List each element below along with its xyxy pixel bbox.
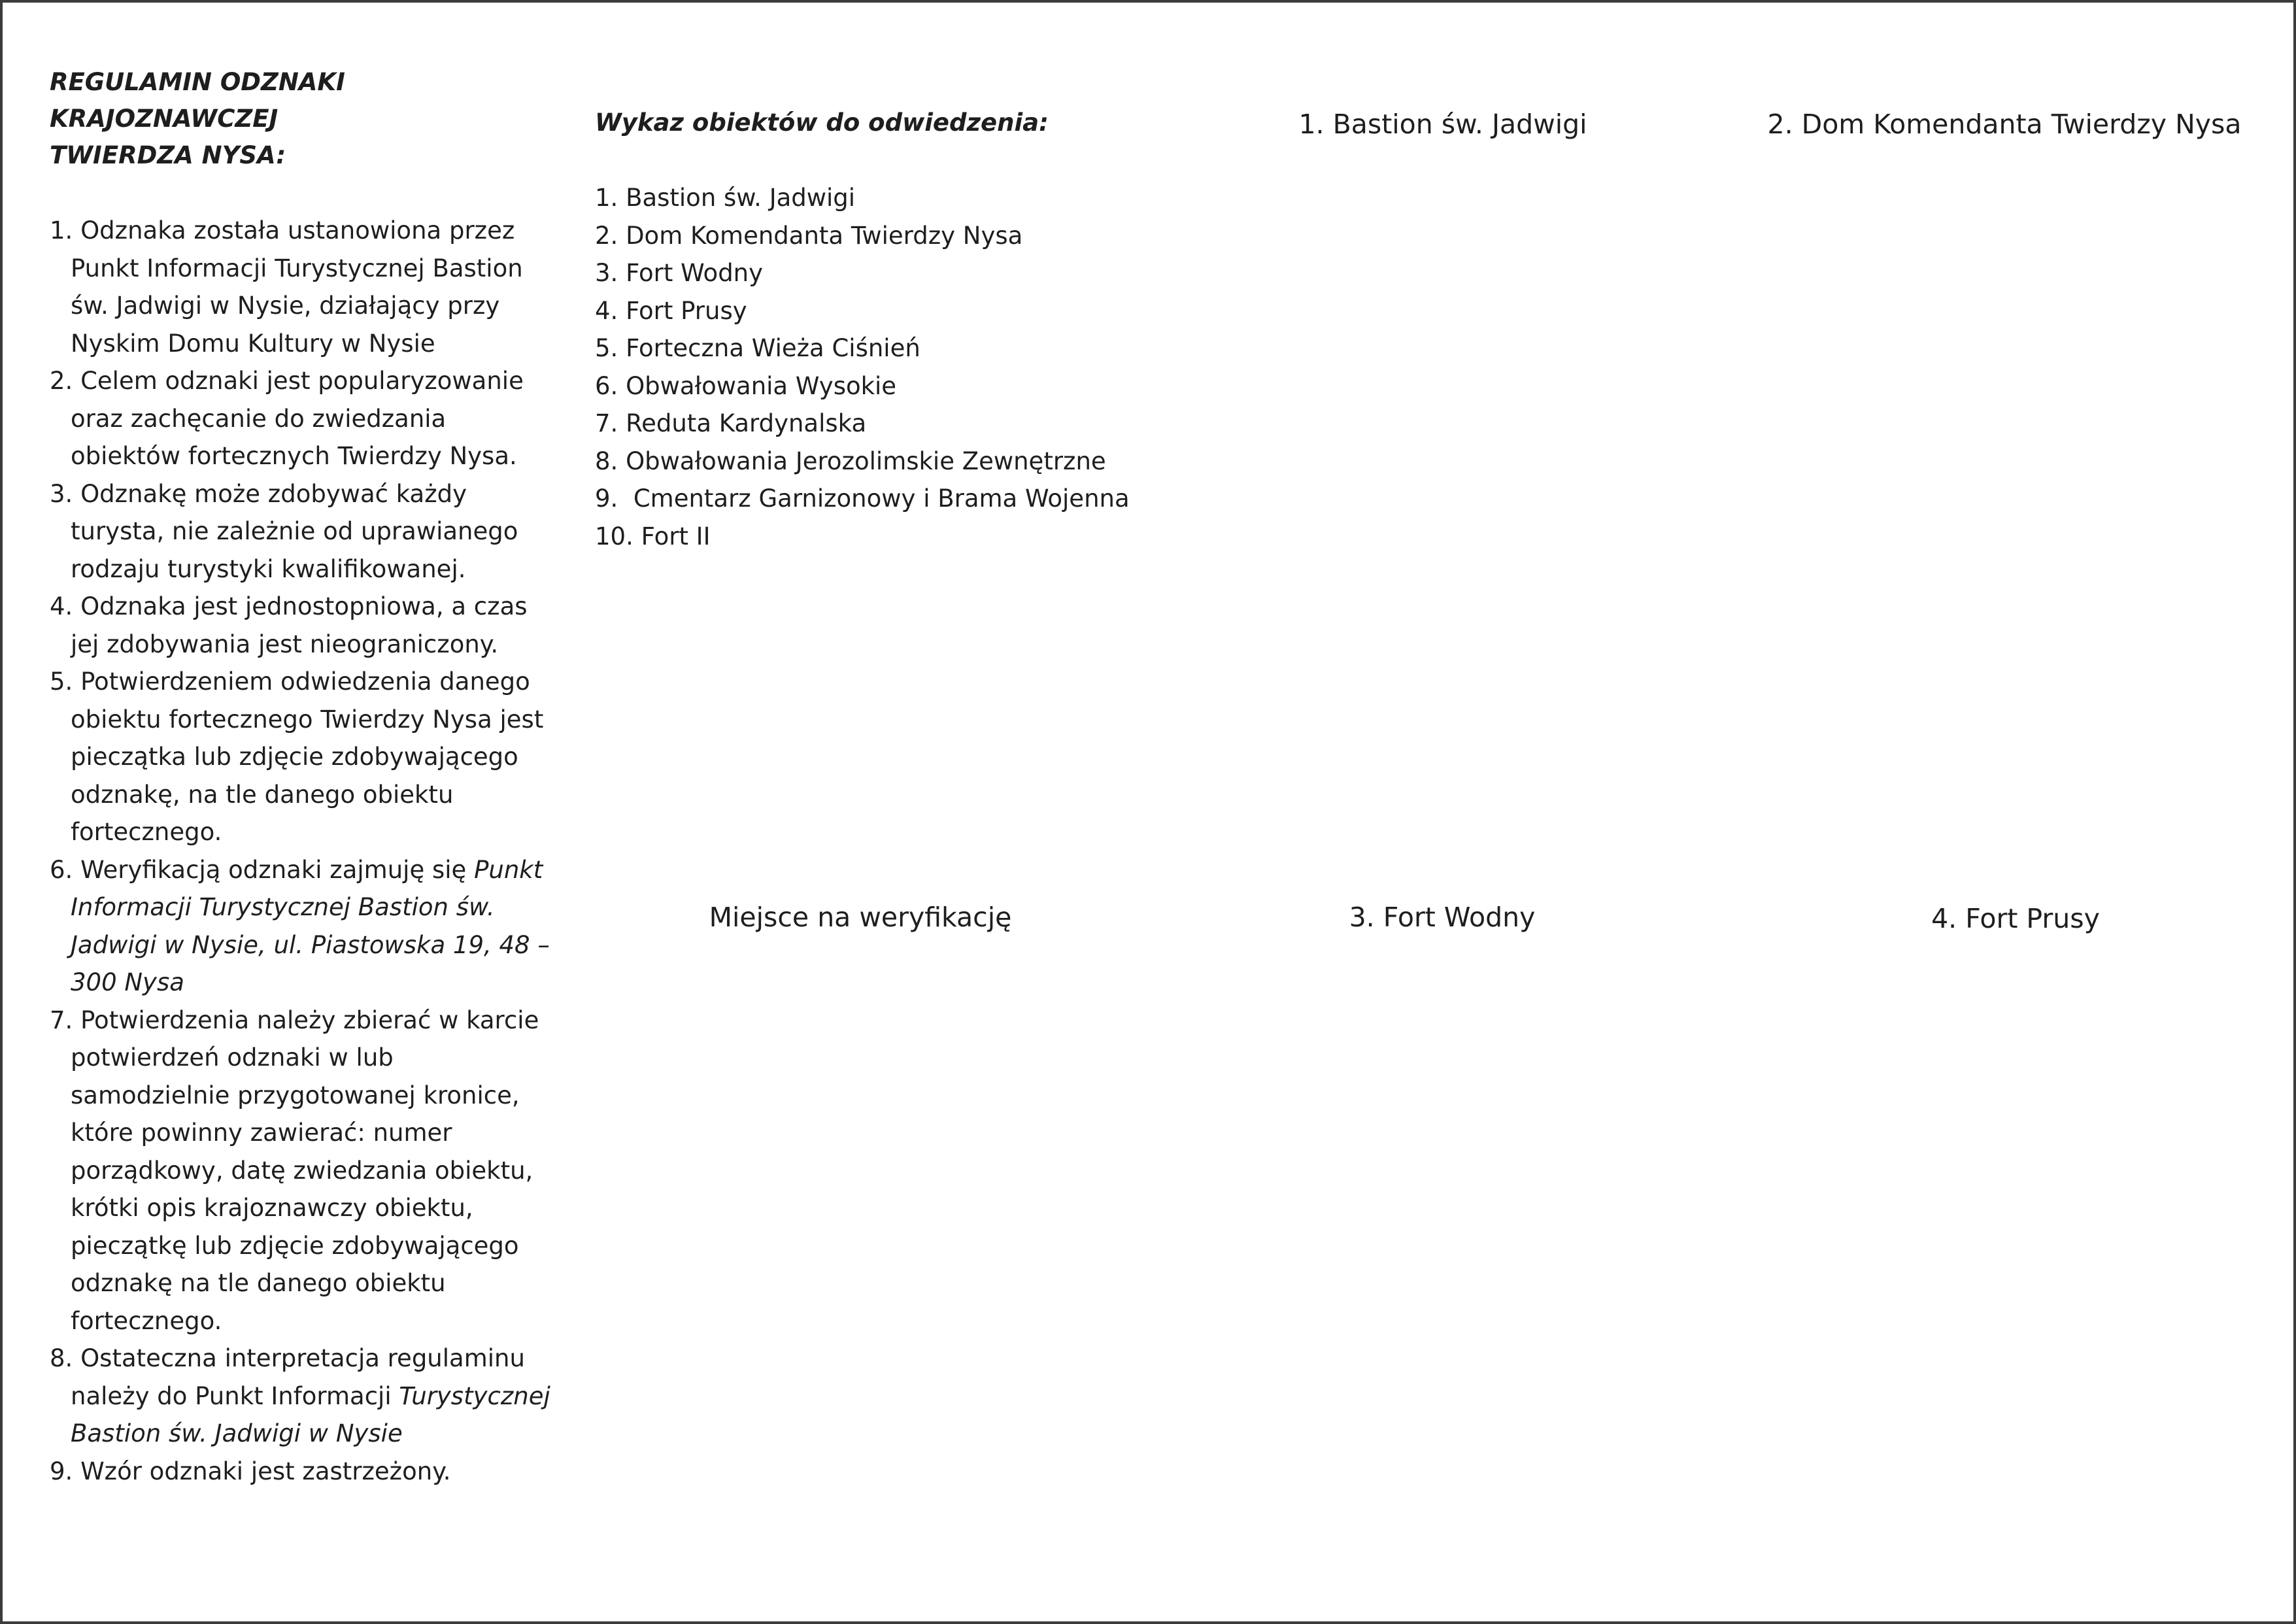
rule-text: 7. Potwierdzenia należy zbierać w karcie potwierdzeń odznaki w lub samodzielnie przygotowanej kronice, które powinny zawierać: numer porządkowy, datę zwiedzania obiektu, krótki opis krajoznawczy obiektu, pieczątkę lub zdjęcie zdobywającego odznakę na tle danego obiektu fortecznego. <box>50 1006 539 1335</box>
object-list-item: 5. Forteczna Wieża Ciśnień <box>595 334 920 362</box>
rules-list <box>50 212 560 1490</box>
rule-text: 4. Odznaka jest jednostopniowa, a czas jej zdobywania jest nieograniczony. <box>50 592 528 658</box>
objects-column <box>595 105 1183 555</box>
rules-title: REGULAMIN ODZNAKI KRAJOZNAWCZEJ TWIERDZA NYSA: <box>50 68 345 169</box>
rule-text: 5. Potwierdzeniem odwiedzenia danego obiektu fortecznego Twierdzy Nysa jest pieczątka lub zdjęcie zdobywającego odznakę, na tle danego obiektu fortecznego. <box>50 668 544 846</box>
rule-text: 8. Ostateczna interpretacja regulaminu należy do Punkt Informacji <box>50 1344 525 1410</box>
object-list-item: 10. Fort II <box>595 522 711 550</box>
stamp-cell-label-4: 4. Fort Prusy <box>1931 903 2100 934</box>
rule-item <box>50 851 560 1002</box>
rule-item <box>50 588 560 663</box>
object-list-item: 9. Cmentarz Garnizonowy i Brama Wojenna <box>595 484 1130 513</box>
object-list-item: 1. Bastion św. Jadwigi <box>595 184 856 212</box>
verification-cell-label: Miejsce na weryfikację <box>709 902 1012 933</box>
rule-text: 9. Wzór odznaki jest zastrzeżony. <box>50 1457 451 1485</box>
object-list-item: 7. Reduta Kardynalska <box>595 409 867 437</box>
object-list-item: 2. Dom Komendanta Twierdzy Nysa <box>595 221 1023 250</box>
object-list-item: 3. Fort Wodny <box>595 259 764 287</box>
objects-list <box>595 179 1183 555</box>
rule-italic-text: Turystycznej Bastion św. Jadwigi w Nysie <box>71 1381 550 1447</box>
rule-text: 3. Odznakę może zdobywać każdy turysta, nie zależnie od uprawianego rodzaju turystyki kwalifikowanej. <box>50 479 518 583</box>
stamp-cell-label-2: 2. Dom Komendanta Twierdzy Nysa <box>1767 109 2242 140</box>
rule-item <box>50 663 560 851</box>
rule-item <box>50 1002 560 1340</box>
rule-italic-text: Punkt Informacji Turystycznej Bastion św. Jadwigi w Nysie, ul. Piastowska 19, 48 – 300 Nysa <box>71 855 550 996</box>
rule-item <box>50 212 560 362</box>
rule-item <box>50 475 560 588</box>
rule-item <box>50 1340 560 1453</box>
objects-list-title: Wykaz obiektów do odwiedzenia: <box>595 109 1049 137</box>
rule-item <box>50 1453 560 1491</box>
rule-text: 6. Weryfikacją odznaki zajmuję się <box>50 855 475 884</box>
object-list-item: 8. Obwałowania Jerozolimskie Zewnętrzne <box>595 447 1106 475</box>
stamp-cell-label-1: 1. Bastion św. Jadwigi <box>1298 109 1587 140</box>
stamp-cell-label-3: 3. Fort Wodny <box>1349 902 1536 933</box>
rules-column <box>50 64 560 1490</box>
rule-item <box>50 362 560 475</box>
rule-text: 2. Celem odznaki jest popularyzowanie oraz zachęcanie do zwiedzania obiektów fortecznych Twierdzy Nysa. <box>50 367 524 470</box>
object-list-item: 6. Obwałowania Wysokie <box>595 371 897 400</box>
object-list-item: 4. Fort Prusy <box>595 296 747 325</box>
rule-text: 1. Odznaka została ustanowiona przez Punkt Informacji Turystycznej Bastion św. Jadwigi w Nysie, działający przy Nyskim Domu Kultury w Nysie <box>50 216 523 358</box>
